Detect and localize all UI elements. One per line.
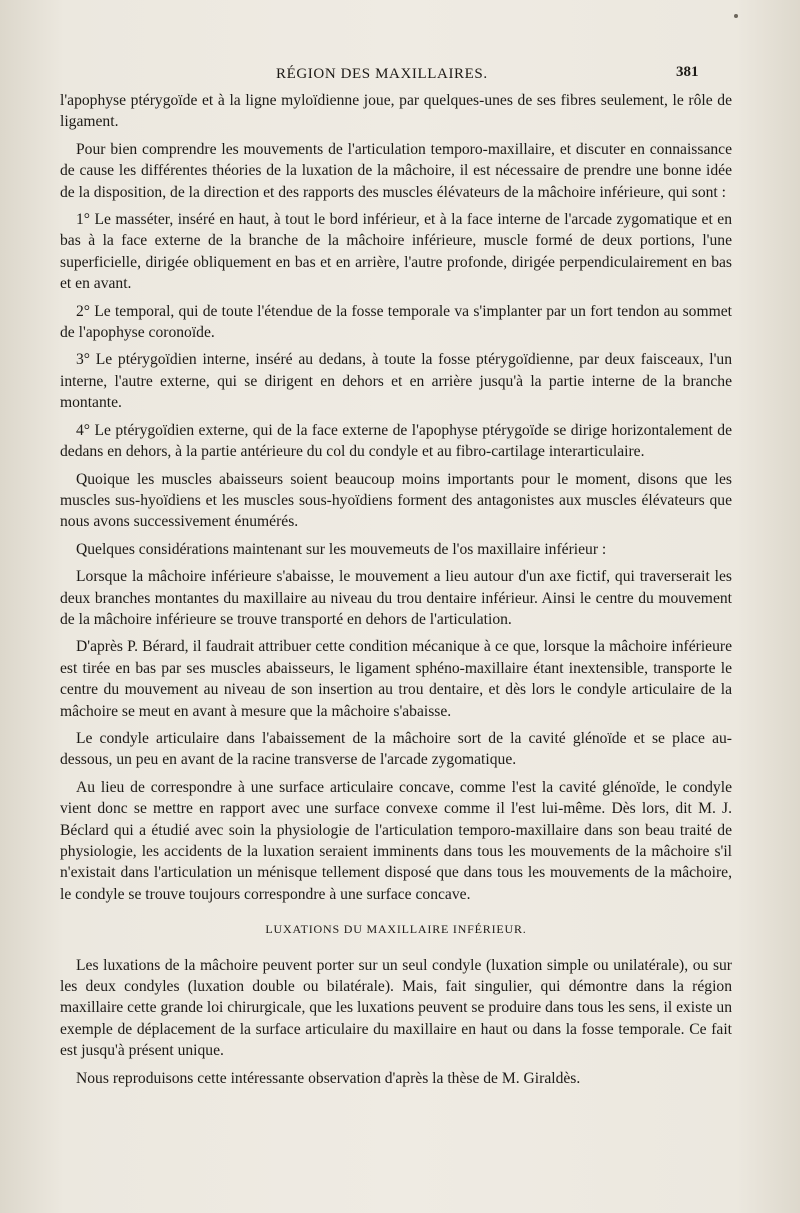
page-number: 381	[676, 64, 699, 80]
paragraph: Lorsque la mâchoire inférieure s'abaisse, le mouvement a lieu autour d'un axe fictif, qui traverserait les deux branches montantes du maxillaire au niveau du trou dentaire inférieur. Ainsi le centre du mouvement de la mâchoire inférieure se trouve transporté en dehors de l'articulation.	[60, 568, 732, 628]
paragraph: Quoique les muscles abaisseurs soient beaucoup moins importants pour le moment, disons que les muscles sus-hyoïdiens et les muscles sous-hyoïdiens forment des antagonistes aux muscles élévateurs que nous avons successivement énumérés.	[60, 470, 732, 531]
body-text	[60, 90, 732, 1095]
paragraph: 1° Le masséter, inséré en haut, à tout le bord inférieur, et à la face interne de l'arcade zygomatique et en bas à la face externe de la branche de la mâchoire inférieure, muscle formé de deux portions, l'une superficielle, dirigée obliquement en bas et en arrière, l'autre profonde, dirigée perpendiculairement en bas et en avant.	[60, 211, 732, 293]
paragraph: Les luxations de la mâchoire peuvent porter sur un seul condyle (luxation simple ou unilatérale), ou sur les deux condyles (luxation double ou bilatérale). Mais, fait singulier, qui démontre dans la région maxillaire cette grande loi chirurgicale, que les luxations peuvent se produire dans tous les sens, il existe un exemple de déplacement de la surface articulaire du maxillaire en haut ou dans la fosse temporale. Ce fait est jusqu'à présent unique.	[60, 956, 732, 1060]
paragraph: D'après P. Bérard, il faudrait attribuer cette condition mécanique à ce que, lorsque la mâchoire inférieure est tirée en bas par ses muscles abaisseurs, le ligament sphéno-maxillaire étant inextensible, transporte le centre du mouvement au niveau de son insertion au trou dentaire, et dès lors le condyle articulaire de la mâchoire se meut en avant à mesure que la mâchoire s'abaisse.	[60, 638, 732, 720]
paragraph: Au lieu de correspondre à une surface articulaire concave, comme l'est la cavité glénoïde, le condyle vient donc se mettre en rapport avec une surface convexe comme il l'est lui-même. Dès lors, dit M. J. Béclard qui a étudié avec soin la physiologie de l'articulation temporo-maxillaire dans son beau traité de physiologie, les accidents de la luxation seraient imminents dans tous les mouvements de la mâchoire s'il n'existait dans l'articulation un ménisque tellement disposé que dans tous les mouvements de la mâchoire, le condyle se trouve toujours correspondre à une surface concave.	[60, 778, 732, 903]
paragraph: 2° Le temporal, qui de toute l'étendue de la fosse temporale va s'implanter par un fort tendon au sommet de l'apophyse coronoïde.	[60, 302, 732, 342]
section-heading: LUXATIONS DU MAXILLAIRE INFÉRIEUR.	[265, 922, 527, 937]
paragraph: Quelques considérations maintenant sur les mouvemeuts de l'os maxillaire inférieur :	[76, 540, 607, 558]
paper-speck	[734, 14, 738, 18]
paragraph: Pour bien comprendre les mouvements de l'articulation temporo-maxillaire, et discuter en connaissance de cause les différentes théories de la luxation de la mâchoire, il est nécessaire de prendre une bonne idée de la disposition, de la direction et des rapports des muscles élévateurs de la mâchoire inférieure, qui sont :	[60, 140, 732, 201]
paragraph: Nous reproduisons cette intéressante observation d'après la thèse de M. Giraldès.	[76, 1069, 581, 1087]
paragraph: 3° Le ptérygoïdien interne, inséré au dedans, à toute la fosse ptérygoïdienne, par deux faisceaux, l'un interne, l'autre externe, qui se dirigent en dehors et en arrière jusqu'à la partie interne de la branche montante.	[60, 351, 732, 412]
paragraph: 4° Le ptérygoïdien externe, qui de la face externe de l'apophyse ptérygoïde se dirige horizontalement de dedans en dehors, à la partie antérieure du col du condyle et au fibro-cartilage interarticulaire.	[60, 421, 732, 461]
paragraph: Le condyle articulaire dans l'abaissement de la mâchoire sort de la cavité glénoïde et se place au-dessous, un peu en avant de la racine transverse de l'arcade zygomatique.	[60, 729, 732, 769]
running-title: RÉGION DES MAXILLAIRES.	[276, 66, 488, 82]
paragraph: l'apophyse ptérygoïde et à la ligne myloïdienne joue, par quelques-unes de ses fibres seulement, le rôle de ligament.	[60, 92, 732, 131]
